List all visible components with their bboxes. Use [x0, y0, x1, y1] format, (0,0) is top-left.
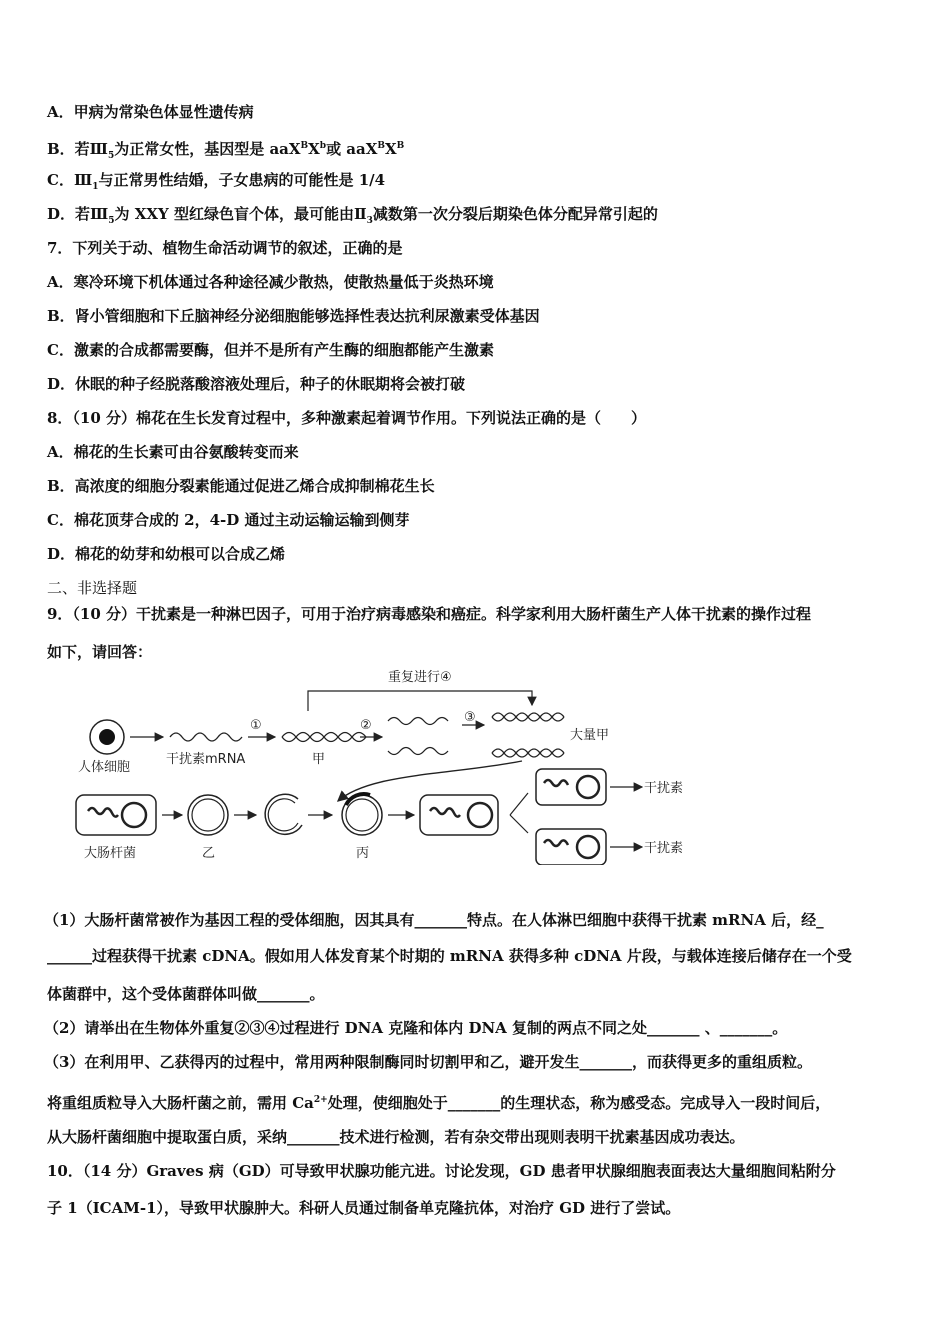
q6-option-d — [47, 204, 658, 231]
q10-line1: 10．（14 分）Graves 病（GD）可导致甲状腺功能亢进。讨论发现，GD 患者甲状腺细胞表面表达大量细胞间粘附分 — [47, 1162, 836, 1180]
q9-part1-line2: ______过程获得干扰素 cDNA。假如用人体发育某个时期的 mRNA 获得多种 cDNA 片段，与载体连接后储存在一个受 — [47, 947, 852, 965]
jia-label: 甲 — [312, 752, 326, 767]
q6-b-sup1: B — [300, 141, 309, 151]
plasmid-yi-icon — [192, 799, 224, 831]
mrna-label: 干扰素mRNA — [166, 752, 246, 767]
plasmid-icon — [122, 803, 146, 827]
q6-b-text2: 为正常女性，基因型是 aaX — [114, 140, 301, 158]
expressing-cell-2-icon — [536, 829, 606, 865]
q6-c-text2: 与正常男性结婚，子女患病的可能性是 1/4 — [98, 171, 386, 189]
interferon-label-1: 干扰素 — [644, 781, 684, 796]
q9-part2: （2）请举出在生物体外重复②③④过程进行 DNA 克隆和体内 DNA 复制的两点不同之处_______ 、_______。 — [44, 1019, 788, 1037]
nucleus-icon — [99, 729, 115, 745]
q7-option-d: D．休眠的种子经脱落酸溶液处理后，种子的休眠期将会被打破 — [47, 375, 466, 393]
q6-b-text4: 或 aaX — [326, 140, 378, 158]
q8-option-b: B．高浓度的细胞分裂素能通过促进乙烯合成抑制棉花生长 — [47, 477, 435, 495]
ecoli-label: 大肠杆菌 — [84, 846, 137, 861]
section-heading: 二、非选择题 — [47, 579, 138, 597]
step2-label: ② — [360, 718, 372, 733]
q8-option-c: C．棉花顶芽合成的 2，4-D 通过主动运输运输到侧芽 — [47, 511, 410, 529]
q6-b-sub: 5 — [107, 151, 115, 161]
cut-plasmid-icon — [268, 799, 298, 831]
q9-p3b-text: 将重组质粒导入大肠杆菌之前，需用 Ca — [47, 1094, 314, 1112]
dna-helix-icon — [282, 733, 366, 742]
q6-d-text2: 为 XXY 型红绿色盲个体，最可能由Ⅱ — [114, 205, 367, 223]
q9-p3b-sup: 2+ — [313, 1095, 328, 1105]
q6-b-sup2: b — [319, 141, 327, 151]
single-strand-bottom-icon — [388, 748, 448, 755]
q6-b-text: B．若Ⅲ — [47, 140, 108, 158]
q6-b-text3: X — [308, 140, 320, 158]
mrna-wave-icon — [170, 733, 242, 741]
q6-d-text3: 减数第一次分裂后期染色体分配异常引起的 — [372, 205, 658, 223]
q6-option-b — [47, 136, 404, 166]
human-cell-label: 人体细胞 — [78, 760, 131, 775]
q6-c-sub: 1 — [92, 182, 99, 192]
q6-d-sub2: 3 — [366, 216, 373, 226]
repeat-bracket — [308, 691, 532, 711]
chromosome-icon — [88, 808, 118, 817]
q6-b-sup3: B — [377, 141, 385, 151]
interferon-label-2: 干扰素 — [644, 841, 684, 856]
q6-d-text: D．若Ⅲ — [47, 205, 109, 223]
q9-part1-line1: （1）大肠杆菌常被作为基因工程的受体细胞，因其具有_______特点。在人体淋巴细胞中获得干扰素 mRNA 后，经_ — [44, 911, 824, 929]
q10-line2: 子 1（ICAM-1），导致甲状腺肿大。科研人员通过制备单克隆抗体，对治疗 GD 进行了尝试。 — [47, 1199, 681, 1217]
step3-label: ③ — [464, 710, 476, 725]
q7-option-b: B．肾小管细胞和下丘脑神经分泌细胞能够选择性表达抗利尿激素受体基因 — [47, 307, 540, 325]
genetic-engineering-diagram — [70, 665, 890, 865]
q8-stem: 8．（10 分）棉花在生长发育过程中，多种激素起着调节作用。下列说法正确的是（ ） — [47, 409, 647, 427]
q9-part3-line1: （3）在利用甲、乙获得丙的过程中，常用两种限制酶同时切割甲和乙，避开发生_______，而获得更多的重组质粒。 — [44, 1053, 812, 1071]
q9-p3b-text2: 处理，使细胞处于_______的生理状态，称为感受态。完成导入一段时间后， — [327, 1094, 831, 1112]
large-jia-label: 大量甲 — [570, 728, 610, 743]
q6-b-sup4: B — [396, 141, 405, 151]
q7-option-a: A．寒冷环境下机体通过各种途径减少散热，使散热量低于炎热环境 — [47, 273, 494, 291]
single-strand-top-icon — [388, 718, 448, 725]
ecoli-cell-icon — [76, 795, 156, 835]
dna-helix-copy1-icon — [492, 713, 564, 721]
repeat-label: 重复进行④ — [388, 670, 452, 685]
q6-option-a: A．甲病为常染色体显性遗传病 — [47, 103, 254, 121]
q9-part3-line3: 从大肠杆菌细胞中提取蛋白质，采纳_______技术进行检测，若有杂交带出现则表明干扰素基因成功表达。 — [47, 1128, 745, 1146]
q9-stem-line1: 9．（10 分）干扰素是一种淋巴因子，可用于治疗病毒感染和癌症。科学家利用大肠杆菌生产人体干扰素的操作过程 — [47, 605, 812, 623]
step1-label: ① — [250, 718, 262, 733]
q6-d-sub: 5 — [108, 216, 115, 226]
q8-option-d: D．棉花的幼芽和幼根可以合成乙烯 — [47, 545, 286, 563]
q8-option-a: A．棉花的生长素可由谷氨酸转变而来 — [47, 443, 299, 461]
q9-stem-line2: 如下，请回答： — [47, 643, 153, 661]
expressing-cell-1-icon — [536, 769, 606, 805]
q6-option-c — [47, 170, 385, 197]
bing-label: 丙 — [356, 846, 370, 861]
yi-label: 乙 — [202, 846, 216, 861]
dna-helix-copy2-icon — [492, 749, 564, 757]
q9-part1-line3: 体菌群中，这个受体菌群体叫做_______。 — [47, 985, 325, 1003]
q9-part3-line2 — [47, 1090, 830, 1113]
q7-stem: 7．下列关于动、植物生命活动调节的叙述，正确的是 — [47, 239, 403, 257]
q6-c-text: C．Ⅲ — [47, 171, 93, 189]
q7-option-c: C．激素的合成都需要酶，但并不是所有产生酶的细胞都能产生激素 — [47, 341, 494, 359]
q6-b-text5: X — [385, 140, 397, 158]
